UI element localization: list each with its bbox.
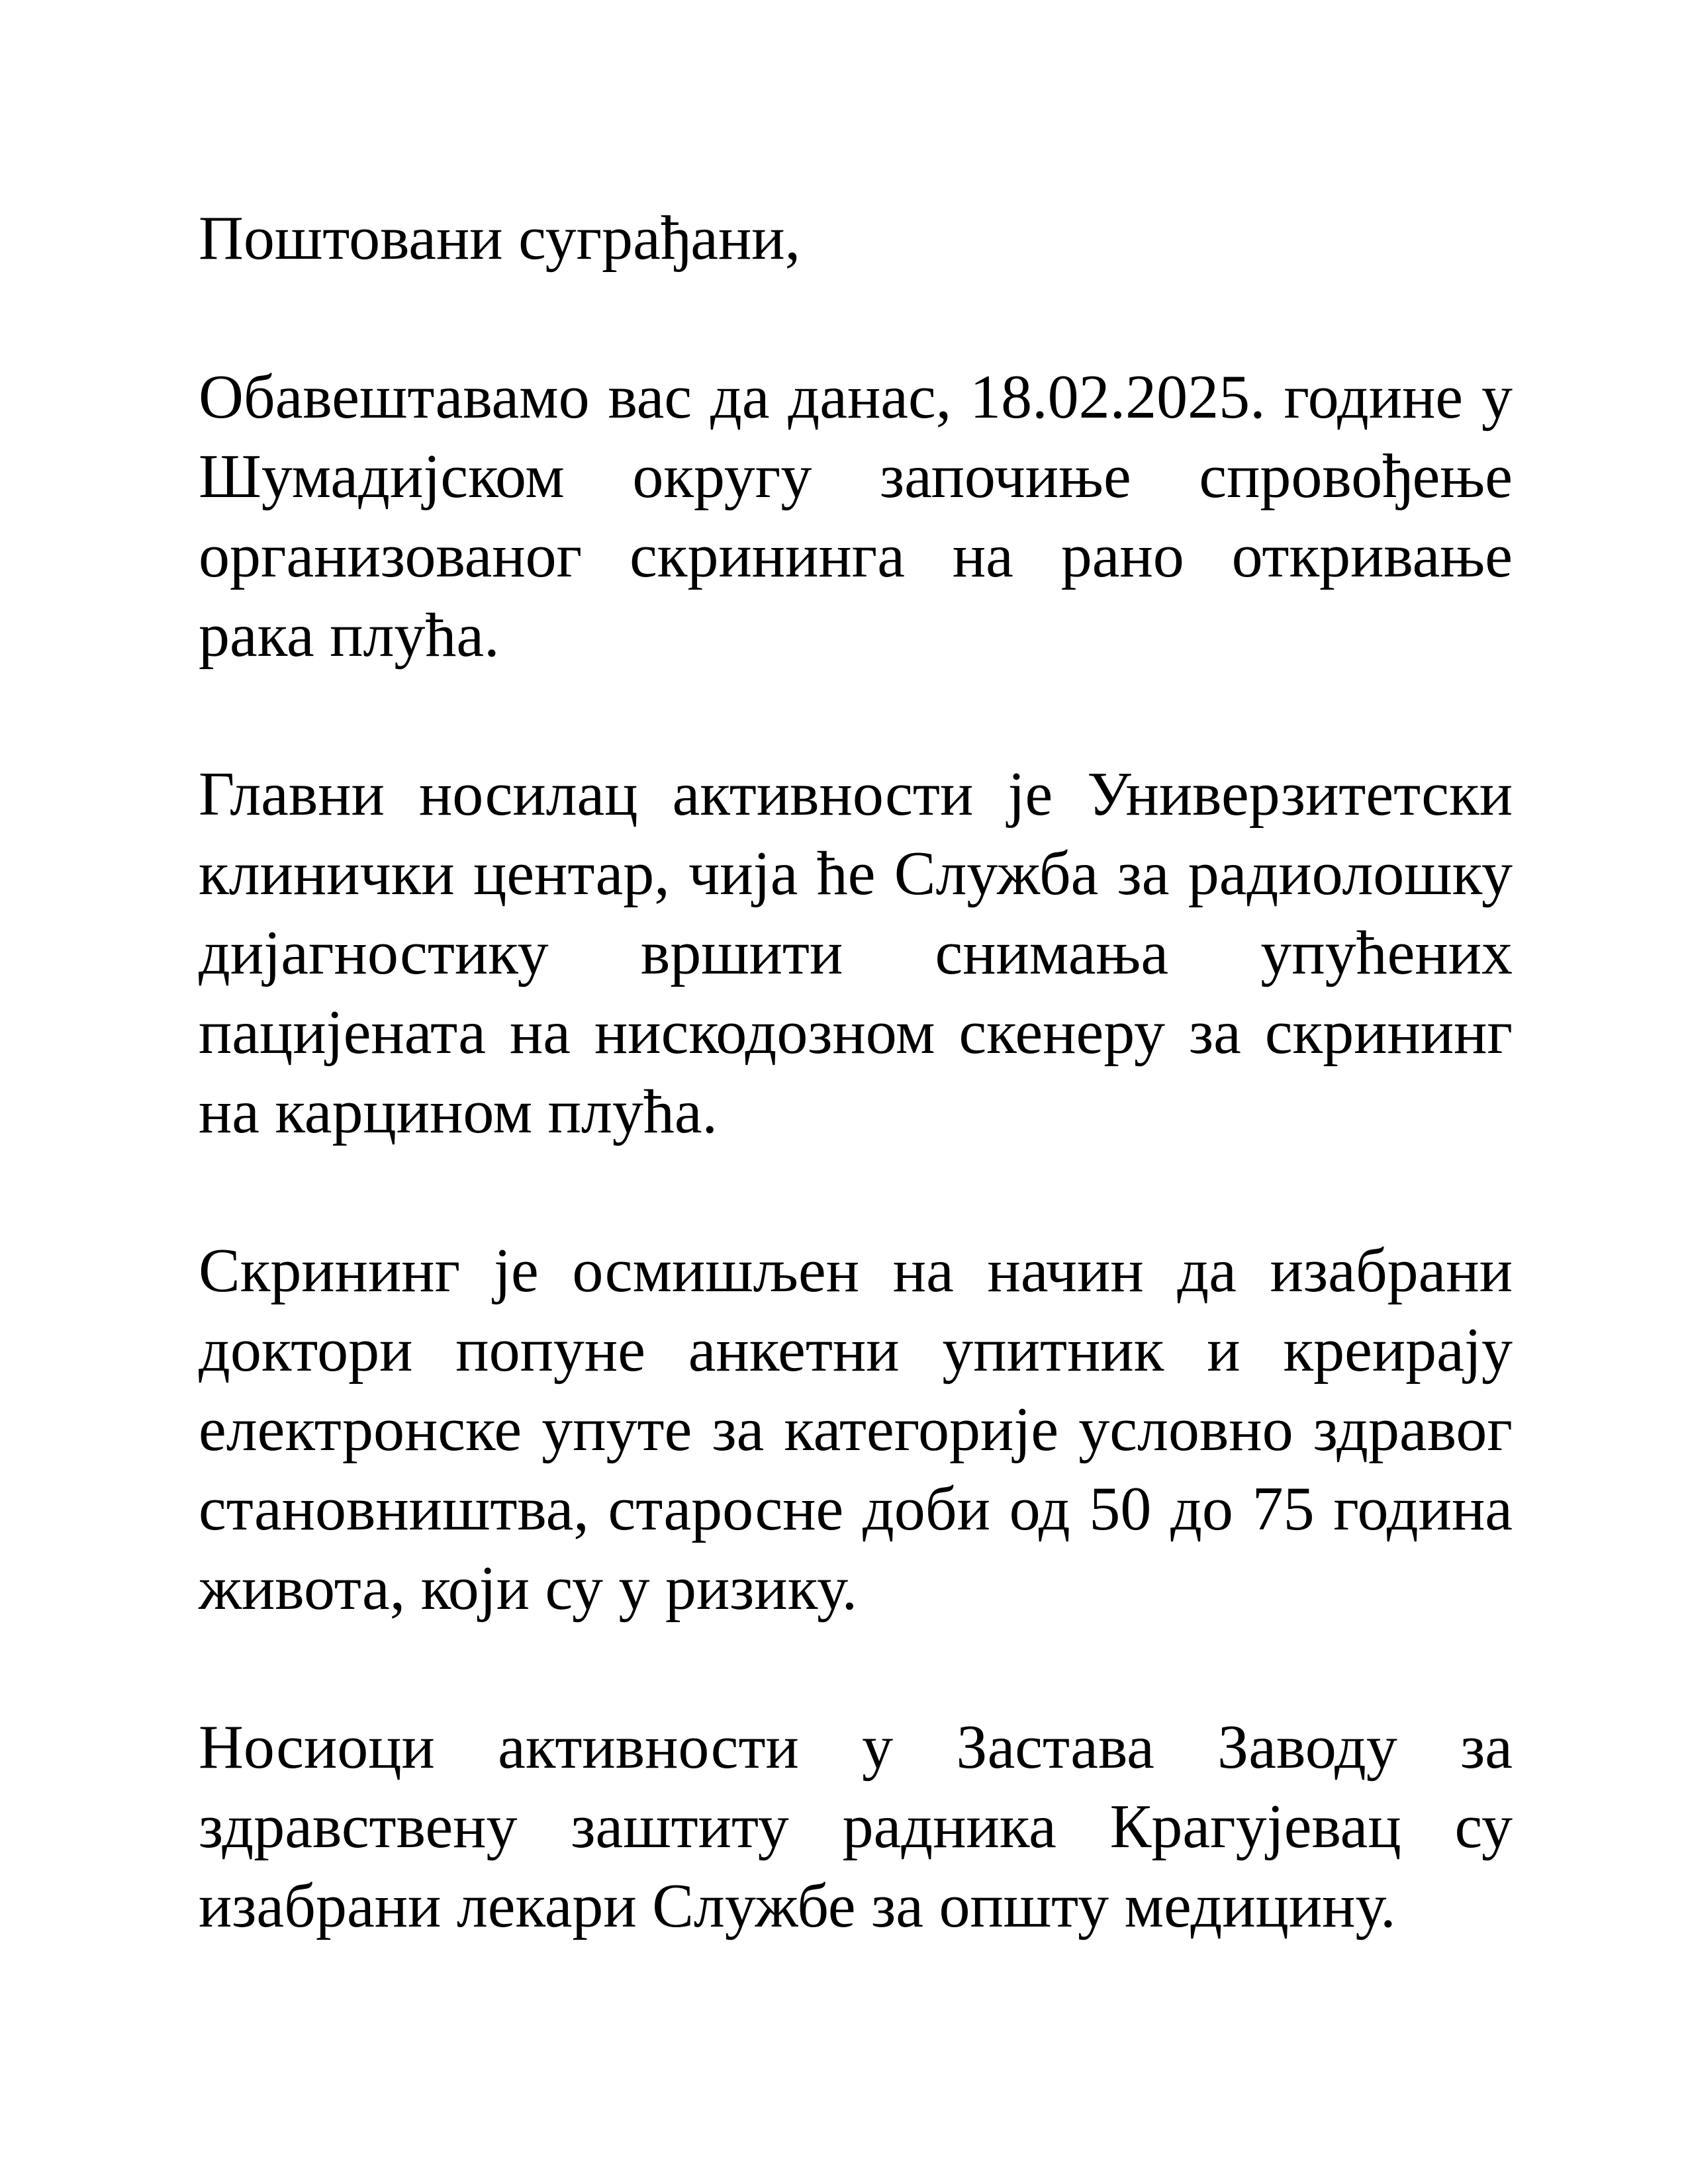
paragraph-announcement: Обавештавамо вас да данас, 18.02.2025. године у Шумадијском округу започиње спровођење организованог скрининга на рано откривање рака плућа. (199, 363, 1513, 670)
paragraph-main-provider: Главни носилац активности је Универзитетски клинички центар, чија ће Служба за радиолошку дијагностику вршити снимања упућених пацијената на нискодозном скенеру за скрининг на карцином плућа. (199, 760, 1513, 1146)
paragraph-screening-design: Скрининг је осмишљен на начин да изабрани доктори попуне анкетни упитник и креирају електронске упуте за категорије условно здравог становништва, старосне доби од 50 до 75 година живота, који су у ризику. (199, 1236, 1513, 1623)
paragraph-zastava-institute: Носиоци активности у Застава Заводу за здравствену заштиту радника Крагујевац су изабрани лекари Службе за општу медицину. (199, 1713, 1513, 1940)
letter-body (199, 199, 1513, 1946)
letter-salutation: Поштовани суграђани, (199, 204, 801, 273)
